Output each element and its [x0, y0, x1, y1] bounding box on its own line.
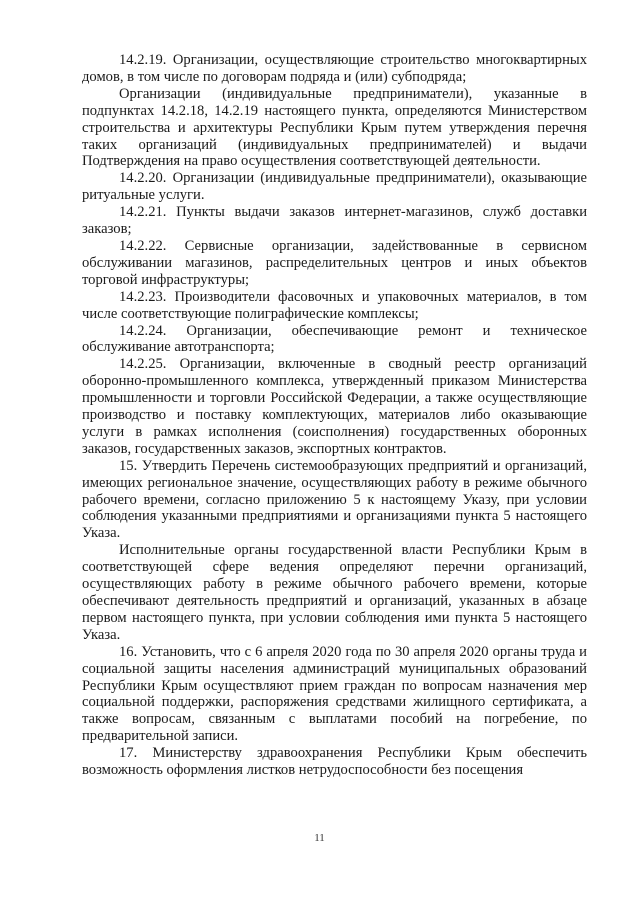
paragraph-17: 17. Министерству здравоохранения Республики Крым обеспечить возможность оформления листков нетрудоспособности без посещения: [82, 745, 587, 779]
paragraph-ministry-construction: Организации (индивидуальные предприниматели), указанные в подпунктах 14.2.18, 14.2.19 настоящего пункта, определяются Министерством строительства и архитектуры Республики Крым путем утверждения перечня таких организаций (индивидуальных предпринимателей) и выдачи Подтверждения на право осуществления соответствующей деятельности.: [82, 85, 587, 170]
paragraph-14-2-21: 14.2.21. Пункты выдачи заказов интернет-магазинов, служб доставки заказов;: [82, 204, 587, 238]
paragraph-14-2-24: 14.2.24. Организации, обеспечивающие ремонт и техническое обслуживание автотранспорта;: [82, 322, 587, 356]
page-number: 11: [314, 832, 325, 844]
paragraph-15: 15. Утвердить Перечень системообразующих предприятий и организаций, имеющих региональное значение, осуществляющих работу в режиме обычного рабочего времени, согласно приложению 5 к настоящему Указу, при условии соблюдения указанными предприятиями и организациями пункта 5 настоящего Указа.: [82, 457, 587, 542]
paragraph-14-2-23: 14.2.23. Производители фасовочных и упаковочных материалов, в том числе соответствующие полиграфические комплексы;: [82, 288, 587, 322]
paragraph-16: 16. Установить, что с 6 апреля 2020 года по 30 апреля 2020 органы труда и социальной защиты населения администраций муниципальных образований Республики Крым осуществляют прием граждан по вопросам назначения мер социальной поддержки, распоряжения средствами жилищного сертификата, а также вопросам, связанным с выплатами пособий на погребение, по предварительной записи.: [82, 643, 587, 745]
paragraph-14-2-20: 14.2.20. Организации (индивидуальные предприниматели), оказывающие ритуальные услуги.: [82, 170, 587, 204]
paragraph-14-2-22: 14.2.22. Сервисные организации, задействованные в сервисном обслуживании магазинов, распределительных центров и иных объектов торговой инфраструктуры;: [82, 237, 587, 288]
paragraph-14-2-19: 14.2.19. Организации, осуществляющие строительство многоквартирных домов, в том числе по договорам подряда и (или) субподряда;: [82, 52, 587, 85]
paragraph-executive-bodies: Исполнительные органы государственной власти Республики Крым в соответствующей сфере ведения определяют перечни организаций, осуществляющих работу в режиме обычного рабочего времени, которые обеспечивают деятельность предприятий и организаций, указанных в абзаце первом настоящего пункта, при условии соблюдения ими пункта 5 настоящего Указа.: [82, 542, 587, 643]
document-body: [82, 52, 587, 779]
paragraph-14-2-25: 14.2.25. Организации, включенные в сводный реестр организаций оборонно-промышленного комплекса, утвержденный приказом Министерства промышленности и торговли Российской Федерации, а также осуществляющие производство и поставку комплектующих, материалов либо оказывающие услуги в рамках исполнения (соисполнения) государственных оборонных заказов, государственных заказов, экспортных контрактов.: [82, 356, 587, 457]
